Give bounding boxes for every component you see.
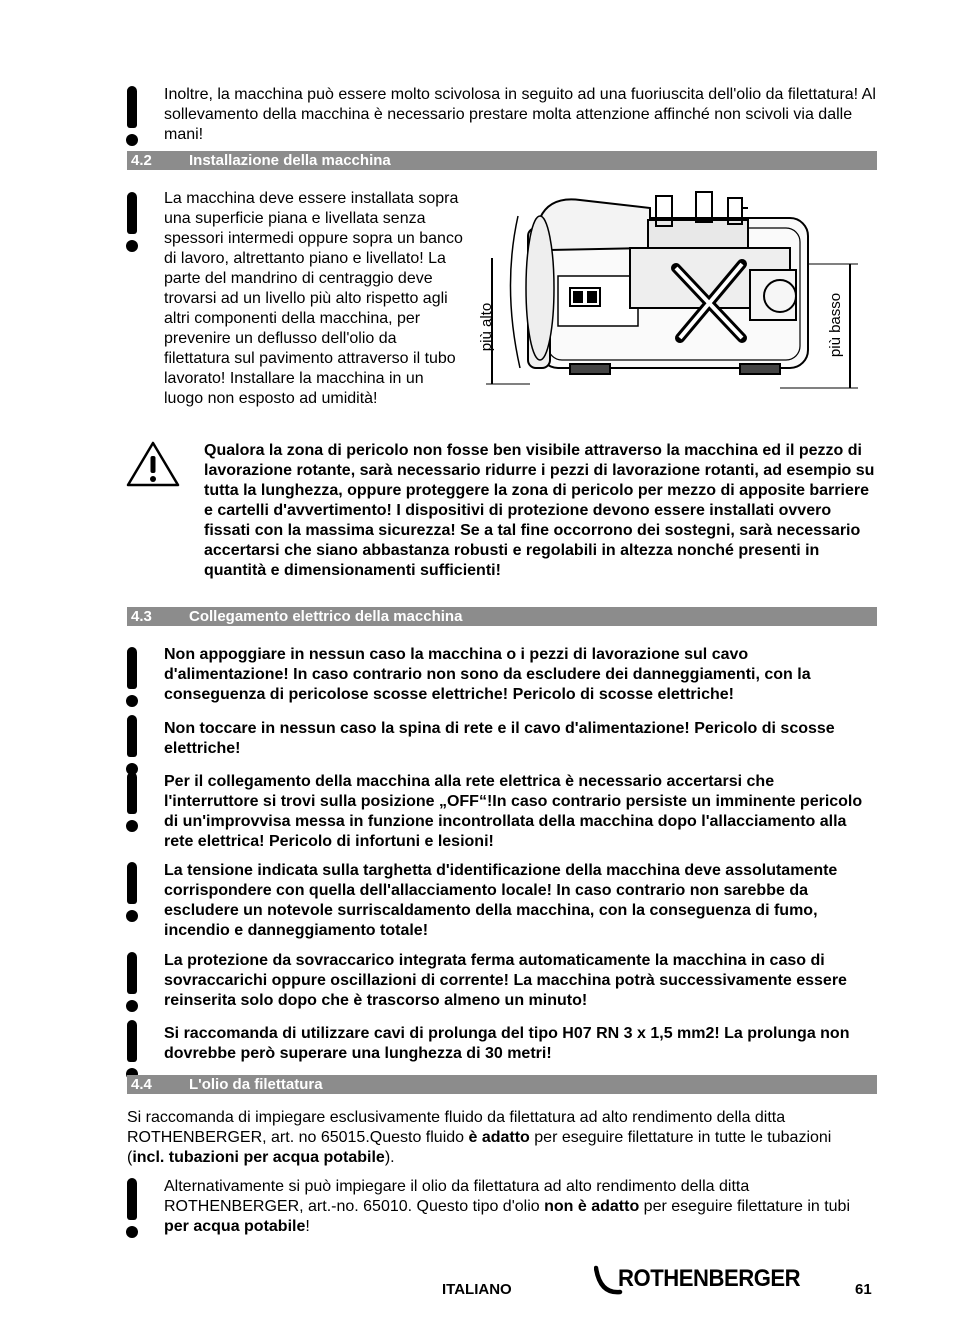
warning-exclamation-icon [125, 952, 139, 1012]
electrical-warning-6: Si raccomanda di utilizzare cavi di prolunga del tipo H07 RN 3 x 1,5 mm2! La prolunga non dovrebbe però superare una lunghezza di 30 metri! [164, 1025, 850, 1062]
section-header-4-2 [127, 151, 877, 170]
section-number: 4.4 [131, 1076, 152, 1093]
machine-illustration [480, 188, 870, 393]
warning-exclamation-icon [125, 862, 139, 922]
danger-text: Qualora la zona di pericolo non fosse ben visibile attraverso la macchina ed il pezzo di lavorazione rotante, sarà necessario ridurre i pezzi di lavorazione rotanti, ad esempio su tutta la lunghezza, oppure proteggere la zona di pericolo per mezzo di apposite barriere e cartelli d'avvertimento! I dispositivi di protezione devono essere installati ovvero fissati con la massima sicurezza! Se a tal fine occorrono dei sostegni, sarà necessario accertarsi che siano abbastanza robusti e regolabili in altezza nonché presenti in quantità e dimensionamenti sufficienti! [204, 442, 875, 579]
warning-exclamation-icon [125, 86, 139, 146]
label-lower-side: più basso [827, 292, 844, 358]
electrical-warning-4: La tensione indicata sulla targhetta d'identificazione della macchina deve assolutamente corrispondere con quella dell'allacciamento locale! In caso contrario non sarebbe da escludere un notevole surriscaldamento della macchina, con la conseguenza di fumo, incendio e danneggiamento totale! [164, 862, 838, 939]
section-title: Collegamento elettrico della macchina [189, 608, 463, 625]
warning-exclamation-icon [125, 1020, 139, 1080]
section-number: 4.2 [131, 152, 152, 169]
section-title: L'olio da filettatura [189, 1076, 323, 1093]
footer-language: ITALIANO [442, 1281, 512, 1298]
electrical-warning-1: Non appoggiare in nessun caso la macchina o i pezzi di lavorazione sul cavo d'alimentazione! In caso contrario non sono da escludere dei danneggiamenti, con la conseguenza di pericolose scosse elettriche! Pericolo di scosse elettriche! [164, 646, 811, 703]
section-number: 4.3 [131, 608, 152, 625]
section-title: Installazione della macchina [189, 152, 391, 169]
oil-paragraph: Si raccomanda di impiegare esclusivamente fluido da filettatura ad alto rendimento della ditta ROTHENBERGER, art. no 65015.Questo fluido è adatto per eseguire filettature in tutte le tubazioni (incl. tubazioni per acqua potabile). [127, 1109, 832, 1166]
warning-exclamation-icon [125, 1178, 139, 1238]
threading-machine-drawing [480, 188, 870, 393]
electrical-warning-5: La protezione da sovraccarico integrata ferma automaticamente la macchina in caso di sovraccarichi oppure oscillazioni di corrente! La macchina potrà successivamente essere reinserita solo dopo che è trascorso almeno un minuto! [164, 952, 847, 1009]
electrical-warning-3: Per il collegamento della macchina alla rete elettrica è necessario accertarsi che l'interruttore si trovi sulla posizione „OFF“!In caso contrario persiste un imminente pericolo di un'improvvisa messa in funzione incontrollata della macchina dopo l'allacciamento alla rete elettrica! Pericolo di infortuni e lesioni! [164, 773, 863, 850]
intro-warning-text: Inoltre, la macchina può essere molto scivolosa in seguito ad una fuoriuscita dell'olio da filettatura! Al sollevamento della macchina è necessario prestare molta attenzione affinché non scivoli via dalle mani! [164, 86, 876, 143]
label-higher-side: più alto [478, 302, 495, 352]
logo-wordmark: ROTHENBERGER [618, 1265, 801, 1292]
warning-exclamation-icon [125, 647, 139, 707]
warning-exclamation-icon [125, 715, 139, 775]
section-header-4-3 [127, 607, 877, 626]
warning-exclamation-icon [125, 192, 139, 252]
oil-warning-text: Alternativamente si può impiegare il olio da filettatura ad alto rendimento della ditta ROTHENBERGER, art.-no. 65010. Questo tipo d'olio non è adatto per eseguire filettature in tubi per acqua potabile! [164, 1178, 851, 1235]
warning-exclamation-icon [125, 772, 139, 832]
installation-text: La macchina deve essere installata sopra una superficie piana e livellata senza spessori intermedi oppure sopra un banco di lavoro, altrettanto piano e livellato! La parte del mandrino di centraggio deve trovarsi ad un livello più alto rispetto agli altri componenti della macchina, per prevenire un deflusso dell'olio da filettatura sul pavimento attraverso il tubo lavorato! Installare la macchina in un luogo non esposto ad umidità! [164, 190, 463, 407]
rothenberger-logo [594, 1264, 830, 1298]
electrical-warning-2: Non toccare in nessun caso la spina di rete e il cavo d'alimentazione! Pericolo di scosse elettriche! [164, 720, 835, 757]
section-header-4-4 [127, 1075, 877, 1094]
page-number: 61 [855, 1281, 872, 1298]
danger-triangle-icon [125, 440, 181, 488]
